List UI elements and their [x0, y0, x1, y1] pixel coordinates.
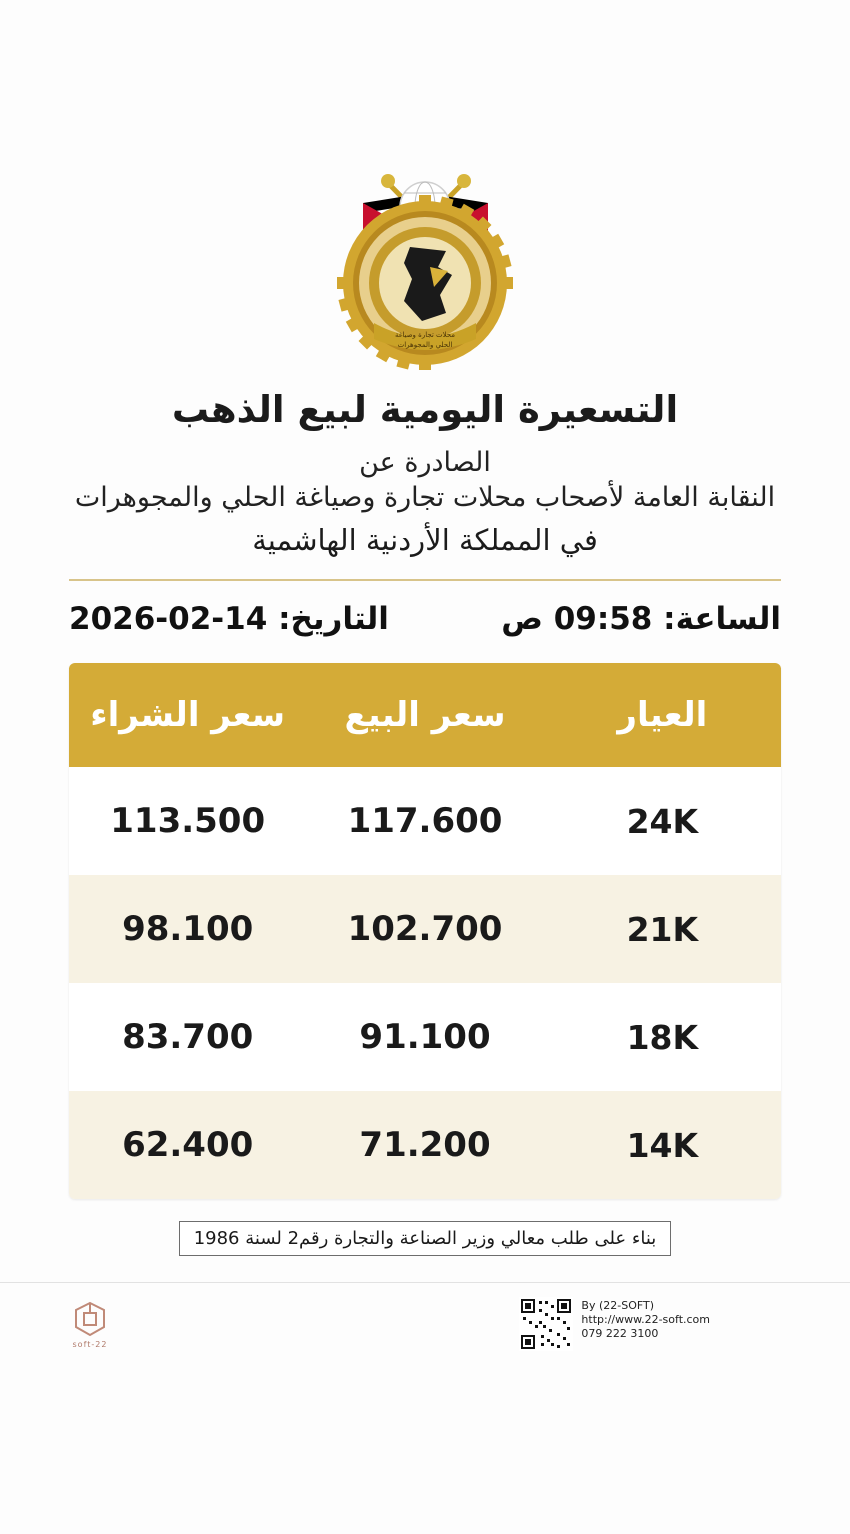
svg-text:محلات تجارة وصياغة: محلات تجارة وصياغة	[394, 331, 455, 339]
cell-buy-price: 98.100	[122, 909, 254, 949]
table-row	[69, 1091, 781, 1199]
cube-logo-icon	[73, 1301, 107, 1337]
legal-note-container	[0, 1221, 850, 1256]
column-header-sell-price: سعر البيع	[344, 695, 506, 735]
union-logo-container	[0, 155, 850, 370]
cell-karat: 21K	[626, 909, 699, 949]
country-name: في المملكة الأردنية الهاشمية	[252, 523, 598, 557]
cell-sell-price: 117.600	[347, 801, 503, 841]
cell-sell-price: 102.700	[347, 909, 503, 949]
cell-karat: 24K	[626, 801, 699, 841]
cell-buy-price: 83.700	[122, 1017, 254, 1057]
cell-sell-price: 71.200	[359, 1125, 491, 1165]
cell-karat: 14K	[626, 1125, 699, 1165]
date-segment	[69, 601, 389, 637]
developer-credit: By (22-SOFT)	[581, 1299, 655, 1312]
brand-mark-label: 22-soft	[72, 1340, 108, 1349]
cell-karat: 18K	[626, 1017, 699, 1057]
cell-buy-price: 113.500	[110, 801, 266, 841]
cell-sell-price: 91.100	[359, 1017, 491, 1057]
date-label: التاريخ:	[278, 601, 389, 637]
cell-buy-price: 62.400	[122, 1125, 254, 1165]
svg-text:الحلي والمجوهرات: الحلي والمجوهرات	[397, 341, 452, 349]
qr-code-icon	[519, 1297, 573, 1351]
union-emblem-icon	[318, 155, 533, 370]
organization-name: النقابة العامة لأصحاب محلات تجارة وصياغة الحلي والمجوهرات	[74, 482, 776, 513]
issued-by-label: الصادرة عن	[359, 447, 491, 478]
contact-info	[581, 1297, 710, 1341]
header-divider	[69, 579, 781, 581]
datetime-row	[69, 601, 781, 637]
time-value: 09:58 ص	[501, 601, 653, 637]
column-header-karat: العيار	[617, 695, 708, 735]
page-title: التسعيرة اليومية لبيع الذهب	[171, 388, 679, 431]
brand-mark	[60, 1301, 120, 1349]
time-segment	[501, 601, 781, 637]
gold-price-table	[69, 663, 781, 1199]
qr-contact-block	[519, 1297, 710, 1351]
website-url[interactable]: http://www.22-soft.com	[581, 1313, 710, 1326]
time-label: الساعة:	[663, 601, 781, 637]
legal-note: بناء على طلب معالي وزير الصناعة والتجارة رقم2 لسنة 1986	[179, 1221, 672, 1256]
footer	[0, 1283, 850, 1393]
phone-number: 079 222 3100	[581, 1327, 659, 1340]
date-value: 14-02-2026	[69, 601, 268, 637]
table-row	[69, 983, 781, 1091]
table-row	[69, 875, 781, 983]
table-row	[69, 767, 781, 875]
column-header-buy-price: سعر الشراء	[90, 695, 286, 735]
table-header-row	[69, 663, 781, 767]
